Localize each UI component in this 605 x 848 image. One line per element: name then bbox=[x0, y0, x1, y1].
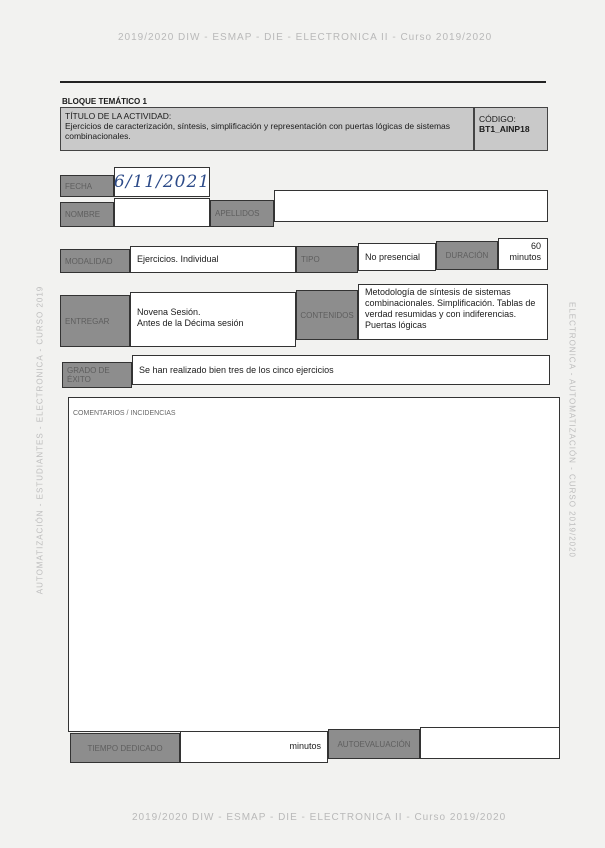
tipo-label: TIPO bbox=[296, 246, 358, 273]
activity-code-cell bbox=[474, 107, 548, 151]
autoevaluacion-field[interactable] bbox=[420, 727, 560, 759]
page-footer-text: 2019/2020 DIW - ESMAP - DIE - ELECTRONICA II - Curso 2019/2020 bbox=[132, 812, 507, 823]
contenidos-field: Metodología de síntesis de sistemas combinacionales. Simplificación. Tablas de verdad resumidas y con indiferencias. Puertas lógicas bbox=[358, 284, 548, 340]
comments-label: COMENTARIOS / INCIDENCIAS bbox=[73, 410, 176, 417]
apellidos-field[interactable] bbox=[274, 190, 548, 222]
fecha-value: 6/11/2021 bbox=[113, 172, 211, 192]
activity-title: Ejercicios de caracterización, síntesis, simplificación y representación con puertas lógicas de sistemas combinacionales. bbox=[65, 121, 451, 141]
duracion-field: 60 minutos bbox=[498, 238, 548, 270]
duracion-label: DURACIÓN bbox=[436, 241, 498, 270]
nombre-label: NOMBRE bbox=[60, 202, 114, 227]
activity-code: BT1_AINP18 bbox=[479, 124, 530, 134]
grado-exito-label: GRADO DE ÉXITO bbox=[62, 362, 132, 388]
nombre-field[interactable] bbox=[114, 198, 210, 227]
activity-title-label: TÍTULO DE LA ACTIVIDAD: bbox=[65, 111, 172, 121]
comments-value bbox=[69, 417, 559, 421]
autoevaluacion-label: AUTOEVALUACIÓN bbox=[328, 729, 420, 759]
side-text-left: AUTOMATIZACIÓN - ESTUDIANTES - ELECTRONICA - CURSO 2019 bbox=[35, 285, 45, 595]
entregar-field: Novena Sesión. Antes de la Décima sesión bbox=[130, 292, 296, 347]
activity-code-label: CÓDIGO: bbox=[479, 114, 516, 124]
tiempo-dedicado-label: TIEMPO DEDICADO bbox=[70, 733, 180, 763]
tiempo-dedicado-field[interactable] bbox=[180, 731, 328, 763]
tipo-field: No presencial bbox=[358, 243, 436, 271]
tiempo-unit: minutos bbox=[289, 741, 321, 751]
fecha-field[interactable] bbox=[114, 167, 210, 197]
contenidos-label: CONTENIDOS bbox=[296, 290, 358, 340]
entregar-label: ENTREGAR bbox=[60, 295, 130, 347]
apellidos-label: APELLIDOS bbox=[210, 200, 274, 227]
fecha-label: FECHA bbox=[60, 175, 114, 197]
page-header-text: 2019/2020 DIW - ESMAP - DIE - ELECTRONICA II - Curso 2019/2020 bbox=[118, 32, 493, 43]
comments-box[interactable] bbox=[68, 397, 560, 732]
grado-exito-field: Se han realizado bien tres de los cinco ejercicios bbox=[132, 355, 550, 385]
block-label: BLOQUE TEMÁTICO 1 bbox=[62, 97, 147, 106]
modalidad-label: MODALIDAD bbox=[60, 249, 130, 273]
modalidad-field: Ejercicios. Individual bbox=[130, 246, 296, 273]
header-rule bbox=[60, 81, 546, 83]
activity-title-cell bbox=[60, 107, 474, 151]
side-text-right: ELECTRONICA - AUTOMATIZACIÓN - CURSO 2019/2020 bbox=[567, 302, 577, 558]
